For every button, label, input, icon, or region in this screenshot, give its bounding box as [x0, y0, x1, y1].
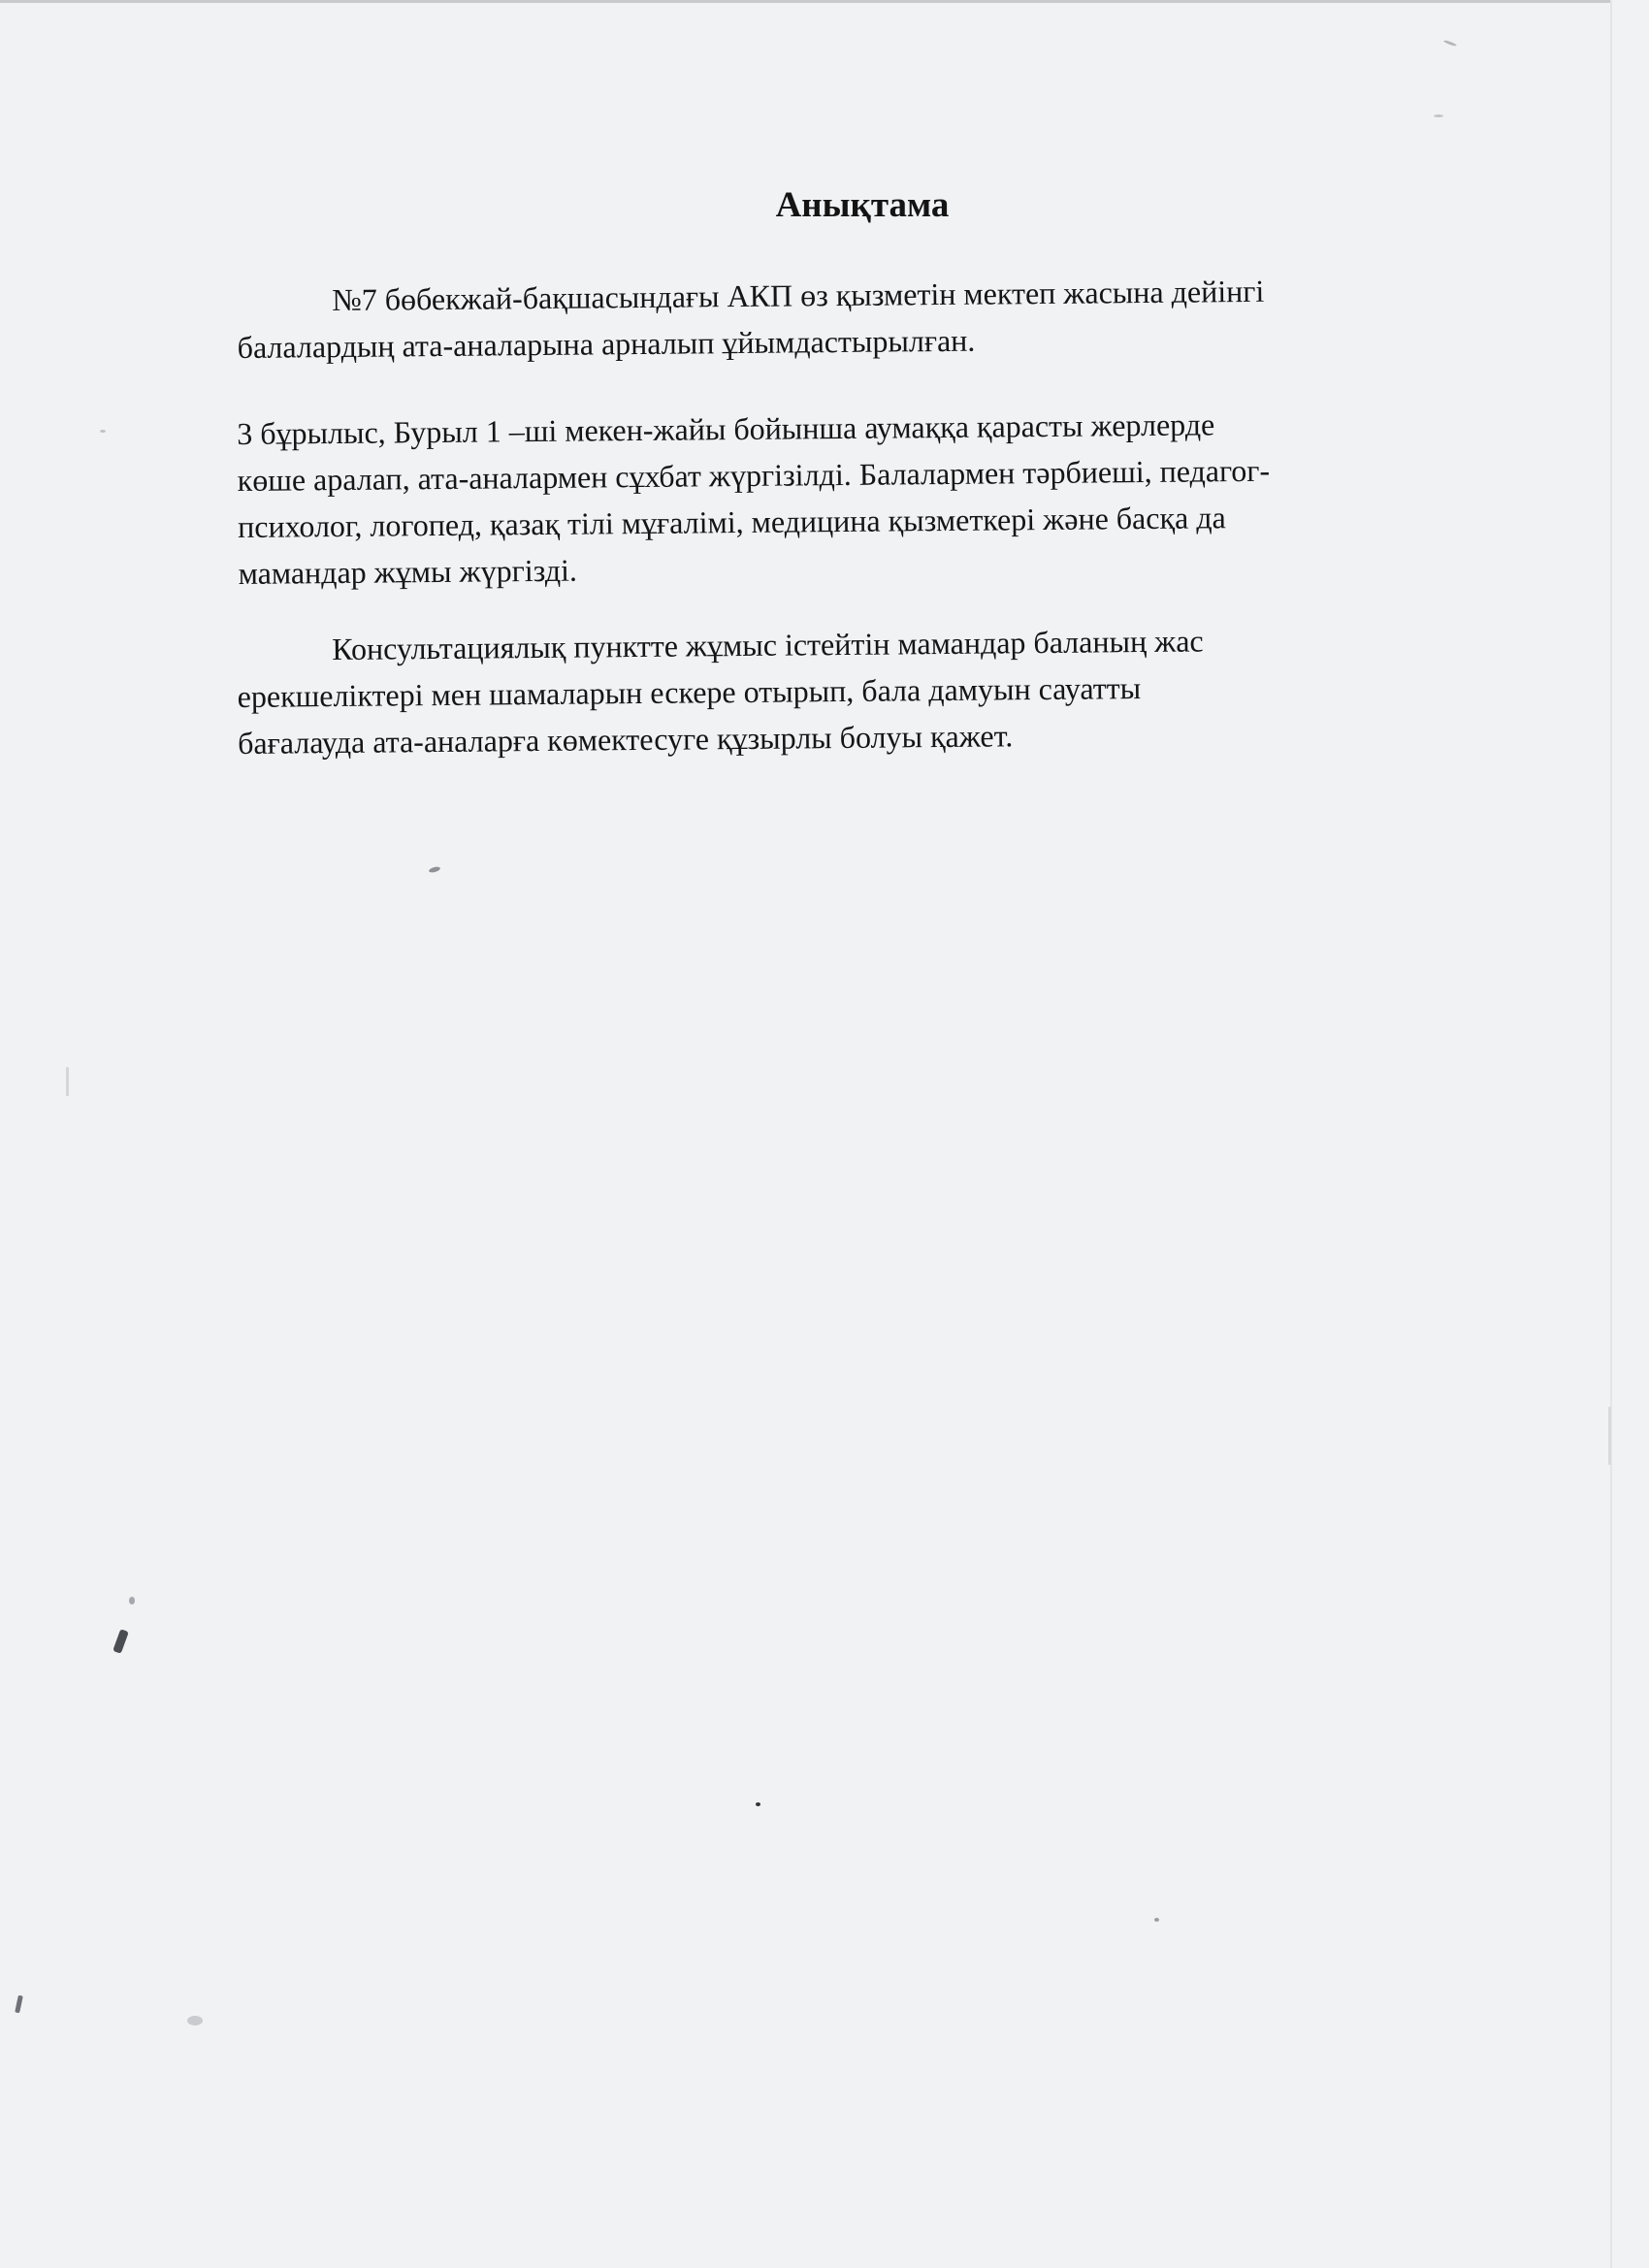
paragraph-line: ерекшеліктері мен шамаларын ескере отырып, бала дамуын сауатты	[237, 670, 1142, 714]
scan-speck	[100, 430, 106, 433]
scan-speck	[15, 1995, 23, 2014]
paragraph-line: бағалауда ата-аналарға көмектесуге құзырлы болуы қажет.	[237, 718, 1014, 761]
paragraph-3	[237, 615, 1499, 766]
scan-speck	[1608, 1407, 1611, 1465]
document-title: Анықтама	[775, 185, 950, 225]
paragraph-line: Консультациялық пунктте жұмыс істейтін мамандар баланың жас	[332, 623, 1204, 667]
scan-speck	[187, 2016, 203, 2025]
scan-speck	[66, 1067, 69, 1096]
scan-speck	[1154, 1918, 1159, 1922]
scan-speck	[756, 1802, 760, 1806]
paragraph-line: мамандар жұмы жүргізді.	[238, 552, 578, 591]
paragraph-line: балалардың ата-аналарына арналып ұйымдастырылған.	[237, 322, 976, 365]
scan-speck	[1434, 114, 1443, 117]
scan-speck	[113, 1629, 129, 1654]
paragraph-line: 3 бұрылыс, Бурыл 1 –ші мекен-жайы бойынша аумаққа қарасты жерлерде	[237, 406, 1215, 451]
paragraph-1	[237, 266, 1499, 371]
paragraph-line: психолог, логопед, қазақ тілі мұғалімі, медицина қызметкері және басқа да	[237, 500, 1226, 544]
scan-speck	[1443, 40, 1457, 48]
paragraph-2	[237, 399, 1500, 597]
scan-speck	[429, 866, 441, 874]
scan-edge-top	[0, 0, 1610, 3]
scan-edge-right	[1610, 0, 1612, 2268]
paragraph-line: көше аралап, ата-аналармен сұхбат жүргізілді. Балалармен тәрбиеші, педагог-	[237, 452, 1271, 498]
paragraph-line: №7 бөбекжай-бақшасындағы АКП өз қызметін мектеп жасына дейінгі	[332, 273, 1265, 318]
scan-speck	[129, 1597, 135, 1604]
